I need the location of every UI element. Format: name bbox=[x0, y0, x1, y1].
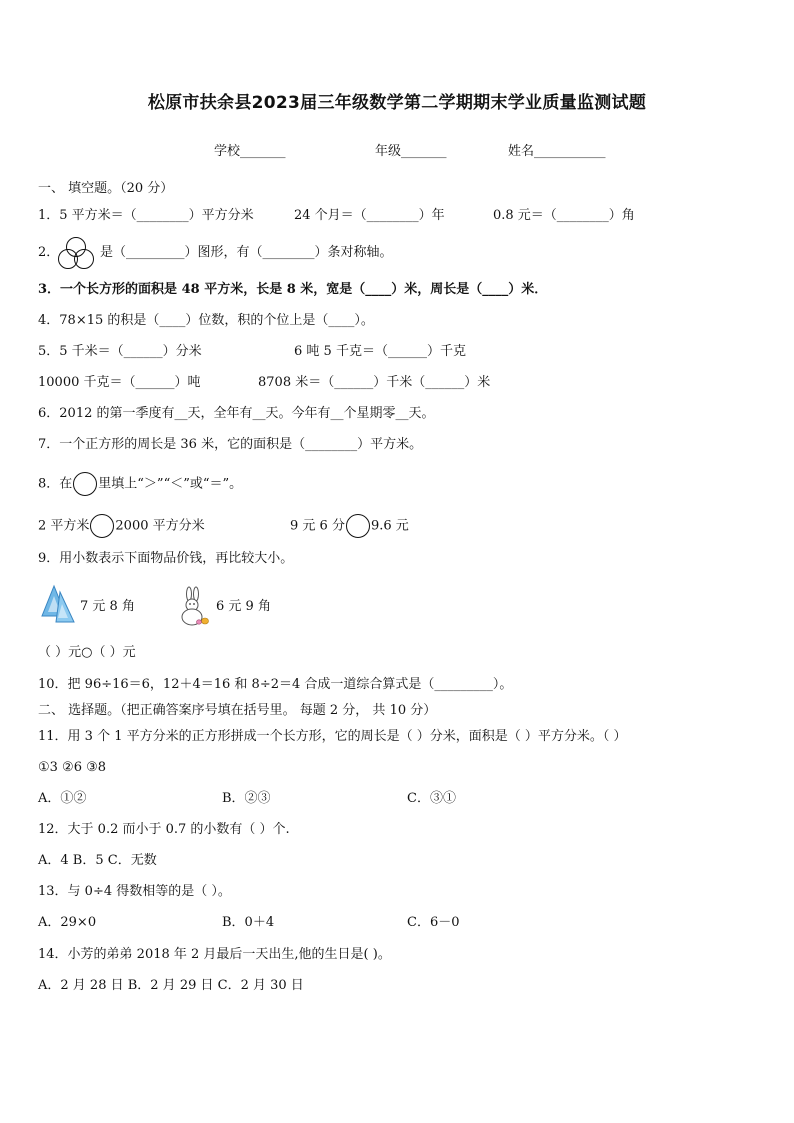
question-13-choice-a: A．29×0 bbox=[38, 915, 97, 930]
section-header-fill-blank: 一、 填空题。（20 分） bbox=[38, 181, 174, 196]
question-14: 14．小芳的弟弟 2018 年 2 月最后一天出生,他的生日是( )。 bbox=[38, 947, 391, 962]
question-8a-right: 2000 平方分米 bbox=[115, 518, 205, 534]
question-11: 11．用 3 个 1 平方分米的正方形拼成一个长方形，它的周长是（ ）分米，面积是（ ）平方分米。（ ） bbox=[38, 729, 627, 744]
question-11-options: ①3 ②6 ③8 bbox=[38, 760, 107, 775]
compare-circle-b bbox=[346, 514, 370, 538]
three-circles-figure bbox=[58, 236, 94, 270]
price-2: 6 元 9 角 bbox=[216, 599, 271, 614]
question-9: 9．用小数表示下面物品价钱，再比较大小。 bbox=[38, 551, 294, 566]
question-12: 12．大于 0.2 而小于 0.7 的小数有（ ）个. bbox=[38, 822, 290, 837]
question-12-options: A．4 B．5 C．无数 bbox=[38, 853, 157, 868]
question-13: 13．与 0÷4 得数相等的是（ ）。 bbox=[38, 884, 231, 899]
question-14-options: A．2 月 28 日 B．2 月 29 日 C．2 月 30 日 bbox=[38, 978, 304, 993]
question-5a: 5．5 千米＝（______）分米 bbox=[38, 344, 202, 359]
question-7: 7．一个正方形的周长是 36 米，它的面积是（________）平方米。 bbox=[38, 437, 423, 452]
question-2-text: 是（_________）图形，有（________）条对称轴。 bbox=[100, 245, 393, 260]
question-3: 3．一个长方形的面积是 48 平方米，长是 8 米，宽是（____）米，周长是（____）米． bbox=[38, 282, 548, 297]
question-4: 4．78×15 的积是（____）位数，积的个位上是（____）。 bbox=[38, 313, 374, 328]
section-header-choice: 二、 选择题。（把正确答案序号填在括号里。 每题 2 分， 共 10 分） bbox=[38, 703, 437, 718]
price-compare: （ ）元○（ ）元 bbox=[38, 645, 136, 660]
question-13-choice-c: C．6－0 bbox=[407, 915, 460, 930]
question-13-choice-b: B．0＋4 bbox=[222, 915, 275, 930]
name-field: 姓名___________ bbox=[508, 144, 606, 159]
compare-circle-a bbox=[90, 514, 114, 538]
question-1b: 24 个月＝（________）年 bbox=[294, 208, 445, 223]
question-11-choice-c: C．③① bbox=[407, 791, 456, 806]
triangle-ruler-icon bbox=[40, 584, 76, 624]
rabbit-toy-icon bbox=[172, 586, 214, 628]
question-6: 6．2012 的第一季度有__天，全年有__天。今年有__个星期零__天。 bbox=[38, 406, 435, 421]
question-11-choice-a: A．①② bbox=[38, 791, 87, 806]
question-8 bbox=[38, 472, 242, 496]
question-8a bbox=[38, 514, 205, 538]
price-1: 7 元 8 角 bbox=[80, 599, 135, 614]
question-5d: 8708 米＝（______）千米（______）米 bbox=[258, 375, 491, 390]
question-11-choice-b: B．②③ bbox=[222, 791, 271, 806]
page-title: 松原市扶余县2023届三年级数学第二学期期末学业质量监测试题 bbox=[147, 93, 647, 113]
question-5b: 6 吨 5 千克＝（______）千克 bbox=[294, 344, 466, 359]
question-1a: 1．5 平方米＝（________）平方分米 bbox=[38, 208, 254, 223]
question-8b bbox=[290, 514, 409, 538]
question-8b-right: 9.6 元 bbox=[370, 518, 409, 534]
question-5c: 10000 千克＝（______）吨 bbox=[38, 375, 201, 390]
question-8-post: 里填上“＞”“＜”或“＝”。 bbox=[98, 476, 243, 492]
question-8-pre: 8．在 bbox=[38, 476, 73, 492]
question-10: 10．把 96÷16＝6，12＋4＝16 和 8÷2＝4 合成一道综合算式是（_________）。 bbox=[38, 677, 513, 692]
question-8b-left: 9 元 6 分 bbox=[290, 518, 345, 534]
school-field: 学校_______ bbox=[214, 144, 286, 159]
question-8a-left: 2 平方米 bbox=[38, 518, 90, 534]
compare-circle bbox=[73, 472, 97, 496]
question-1c: 0.8 元＝（________）角 bbox=[493, 208, 635, 223]
question-2-number: 2． bbox=[38, 245, 60, 260]
grade-field: 年级_______ bbox=[375, 144, 447, 159]
